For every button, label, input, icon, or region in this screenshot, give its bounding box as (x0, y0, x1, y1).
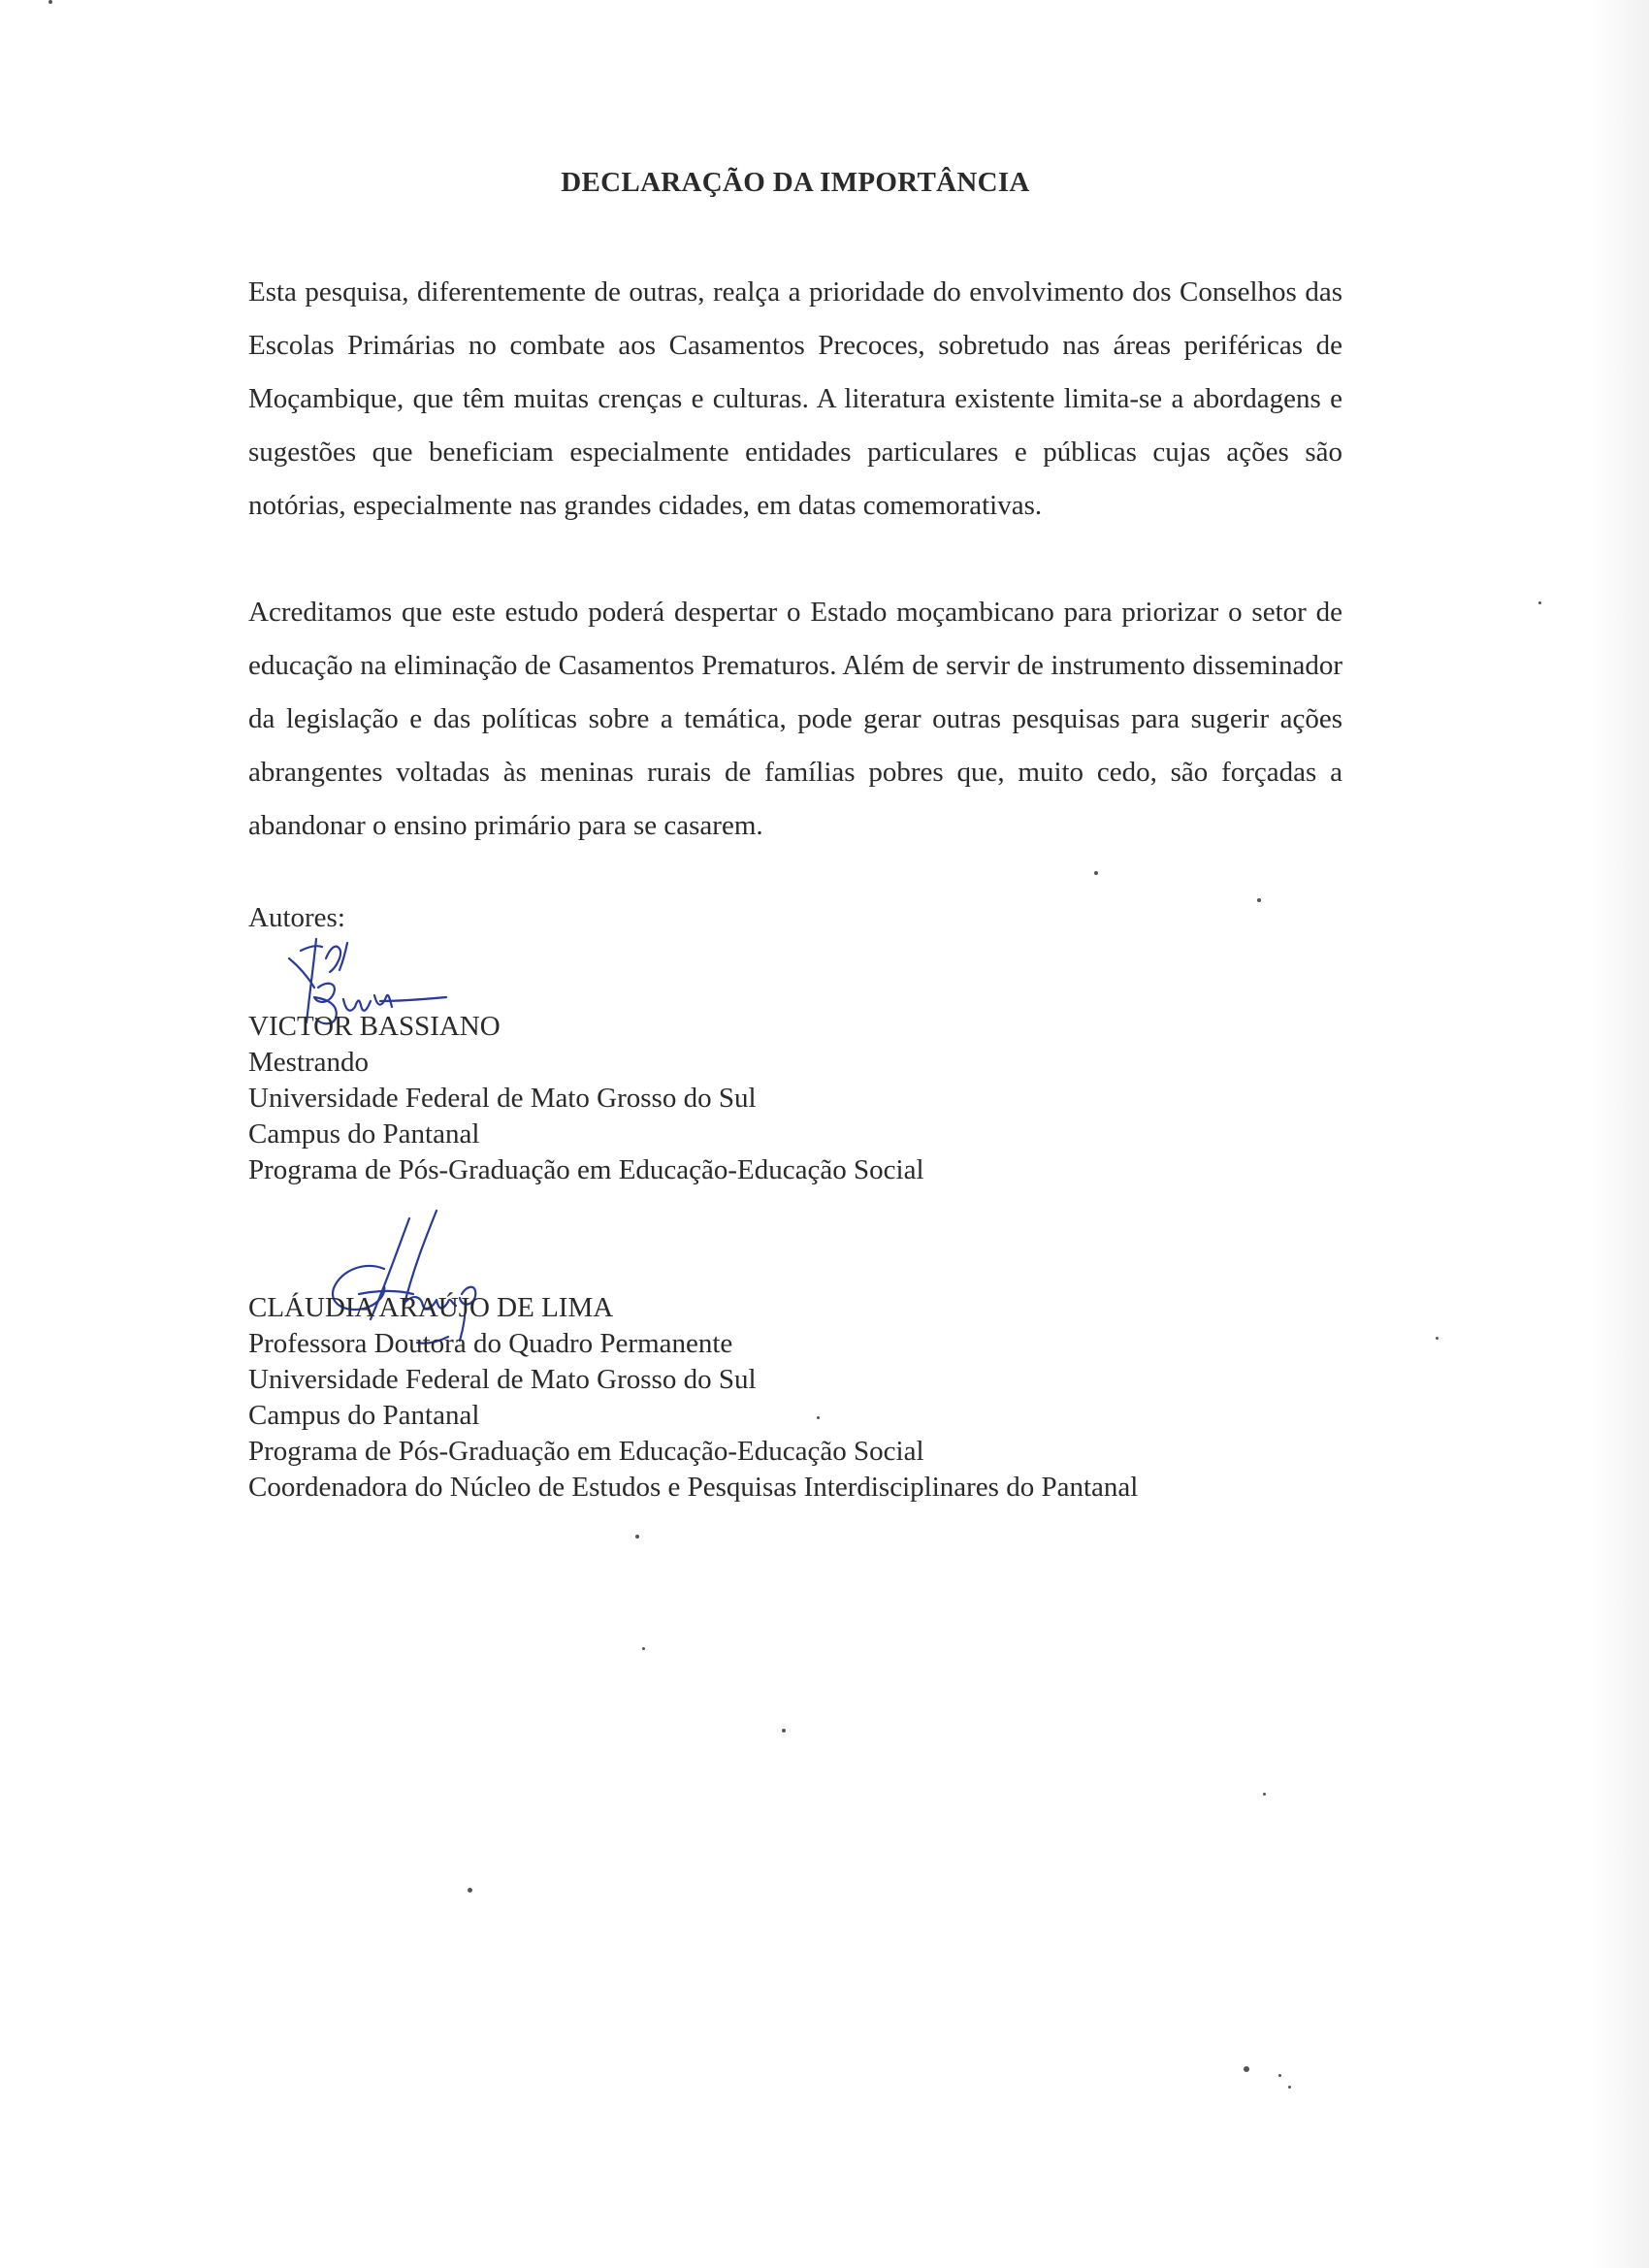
scan-speck (1263, 1793, 1266, 1796)
scan-speck (1288, 2086, 1291, 2089)
paragraph-importance (248, 266, 1342, 533)
author-university: Universidade Federal de Mato Grosso do Sul (248, 1083, 757, 1114)
scan-speck (1257, 898, 1261, 902)
author-program: Programa de Pós-Graduação em Educação-Educação Social (248, 1154, 924, 1185)
scan-speck (48, 0, 52, 4)
author-coordination: Coordenadora do Núcleo de Estudos e Pesquisas Interdisciplinares do Pantanal (248, 1472, 1139, 1503)
scan-speck (468, 1888, 472, 1893)
author-role: Mestrando (248, 1047, 370, 1078)
author-claudia-block (248, 1290, 1138, 1506)
scan-speck (1278, 2074, 1281, 2077)
author-university: Universidade Federal de Mato Grosso do Sul (248, 1364, 757, 1395)
author-program: Programa de Pós-Graduação em Educação-Educação Social (248, 1436, 924, 1467)
scan-speck (782, 1729, 786, 1733)
scan-speck (635, 1535, 639, 1539)
scan-speck (642, 1647, 645, 1650)
document-title: DECLARAÇÃO DA IMPORTÂNCIA (561, 167, 1030, 198)
paragraph-1-text: Esta pesquisa, diferentemente de outras, realça a prioridade do envolvimento dos Conselhos das Escolas Primárias no combate aos Casamentos Precoces, sobretudo nas áreas periféricas de Moçambique, que têm muitas crenças e culturas. A literatura existente limita-se a abordagens e sugestões que beneficiam especialmente entidades particulares e públicas cujas ações são notórias, especialmente nas grandes cidades, em datas comemorativas. (248, 276, 1342, 521)
author-name: CLÁUDIA ARAÚJO DE LIMA (248, 1292, 614, 1323)
scan-edge-shadow (1591, 0, 1649, 2268)
author-campus: Campus do Pantanal (248, 1118, 480, 1150)
scan-speck (1094, 871, 1098, 875)
author-victor-block (248, 1009, 924, 1188)
authors-label: Autores: (248, 902, 345, 933)
paragraph-2-text: Acreditamos que este estudo poderá despertar o Estado moçambicano para priorizar o setor de educação na eliminação de Casamentos Prematuros. Além de servir de instrumento disseminador da legislação e das políticas sobre a temática, pode gerar outras pesquisas para sugerir ações abrangentes voltadas às meninas rurais de famílias pobres que, muito cedo, são forçadas a abandonar o ensino primário para se casarem. (248, 597, 1342, 841)
author-name: VICTOR BASSIANO (248, 1011, 501, 1042)
scan-speck (1436, 1337, 1439, 1340)
paragraph-belief (248, 586, 1342, 853)
scan-speck (1538, 601, 1541, 604)
scan-speck (817, 1416, 820, 1419)
author-role: Professora Doutora do Quadro Permanente (248, 1328, 733, 1359)
author-campus: Campus do Pantanal (248, 1400, 480, 1431)
scan-speck (1244, 2066, 1249, 2072)
